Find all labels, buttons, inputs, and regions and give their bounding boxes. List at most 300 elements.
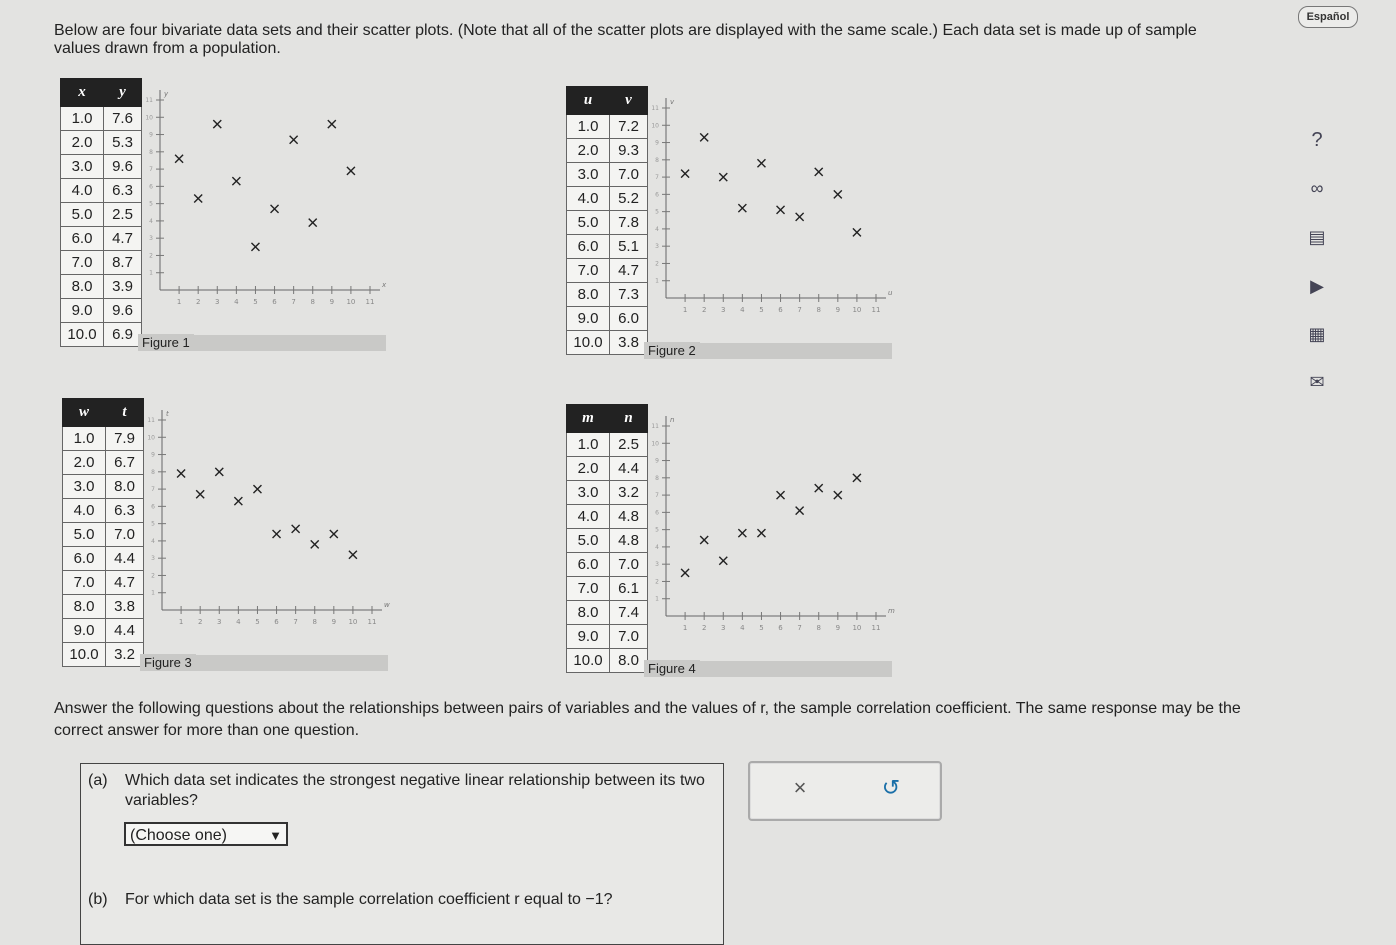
data-point [815,168,823,176]
table-cell-y: 4.4 [106,547,144,571]
table-cell-x: 9.0 [567,625,610,649]
x-tick-label: 8 [310,298,315,306]
table-row [567,307,648,331]
table-cell-y: 7.0 [610,625,648,649]
table-cell-x: 10.0 [63,643,106,667]
table-row [567,649,648,673]
table-cell-y: 5.2 [610,187,648,211]
x-axis-label: u [888,289,893,297]
x-tick-label: 3 [217,618,222,626]
y-tick-label: 5 [655,208,659,216]
y-tick-label: 2 [151,572,155,580]
data-point [253,485,261,493]
data-table [566,86,648,355]
table-row [61,227,142,251]
scatter-plot [142,90,387,310]
table-cell-y: 4.4 [610,457,648,481]
table-row [567,433,648,457]
scatter-plot [648,416,895,636]
table-cell-y: 9.6 [104,155,142,179]
table-row [63,571,144,595]
x-tick-label: 3 [721,624,726,632]
dataset-2 [566,86,893,366]
y-tick-label: 5 [151,520,155,528]
data-point [290,136,298,144]
x-tick-label: 9 [835,624,841,632]
x-tick-label: 9 [331,618,337,626]
table-row [567,601,648,625]
table-cell-y: 9.3 [610,139,648,163]
table-cell-x: 1.0 [567,115,610,139]
x-axis-label: w [384,601,390,609]
table-cell-y: 7.2 [610,115,648,139]
data-point [177,470,185,478]
scatter-plot [144,410,390,630]
x-tick-label: 7 [293,618,298,626]
x-tick-label: 4 [234,298,239,306]
table-cell-x: 1.0 [63,427,106,451]
table-cell-x: 8.0 [61,275,104,299]
table-cell-y: 4.7 [610,259,648,283]
question-a-select[interactable] [124,822,288,846]
data-point [815,484,823,492]
table-cell-y: 4.7 [106,571,144,595]
x-tick-label: 11 [367,618,377,626]
y-tick-label: 9 [149,131,153,139]
x-tick-label: 5 [253,298,258,306]
x-tick-label: 2 [195,298,201,306]
y-tick-label: 4 [655,543,659,551]
table-cell-y: 4.8 [610,505,648,529]
table-cell-y: 2.5 [610,433,648,457]
data-point [215,468,223,476]
x-tick-label: 7 [291,298,296,306]
table-row [61,323,142,347]
table-row [567,625,648,649]
data-point [738,204,746,212]
x-tick-label: 6 [778,624,783,632]
x-axis-label: m [888,607,895,615]
question-b-text: For which data set is the sample correlation coefficient r equal to −1? [125,891,613,908]
table-cell-y: 7.0 [610,163,648,187]
data-point [834,190,842,198]
table-cell-x: 8.0 [567,283,610,307]
data-point [853,474,861,482]
table-cell-x: 8.0 [63,595,106,619]
table-row [63,427,144,451]
table-cell-y: 2.5 [104,203,142,227]
data-point [757,159,765,167]
table-row [567,259,648,283]
table-cell-x: 3.0 [63,475,106,499]
y-tick-label: 3 [151,555,155,563]
table-cell-x: 3.0 [61,155,104,179]
help-icon[interactable]: ? [1311,129,1323,151]
data-point [681,569,689,577]
x-tick-label: 2 [701,306,707,314]
data-point [232,177,240,185]
table-cell-x: 2.0 [567,139,610,163]
table-row [567,235,648,259]
table-cell-x: 6.0 [61,227,104,251]
y-tick-label: 5 [655,526,659,534]
x-tick-label: 8 [816,306,821,314]
y-tick-label: 2 [655,578,659,586]
table-row [63,451,144,475]
y-tick-label: 7 [151,486,155,494]
table-cell-x: 1.0 [567,433,610,457]
figure-label: Figure 2 [644,342,700,359]
y-tick-label: 2 [149,252,153,260]
table-cell-x: 5.0 [61,203,104,227]
column-header: y [104,79,142,107]
x-tick-label: 9 [329,298,335,306]
table-row [63,619,144,643]
y-tick-label: 8 [151,468,155,476]
data-point [681,170,689,178]
table-cell-x: 10.0 [567,649,610,673]
dropdown-arrow-icon: ▼ [269,828,282,843]
table-cell-y: 7.0 [610,553,648,577]
question-a-label: (a) [88,772,108,789]
dataset-3 [62,398,392,678]
y-tick-label: 4 [655,225,659,233]
table-cell-x: 2.0 [61,131,104,155]
data-table [566,404,648,673]
y-axis-label: y [164,90,169,98]
y-tick-label: 10 [651,440,659,448]
table-row [63,523,144,547]
x-tick-label: 4 [236,618,241,626]
table-cell-y: 6.1 [610,577,648,601]
x-tick-label: 10 [348,618,358,626]
data-point [330,530,338,538]
x-tick-label: 4 [740,624,745,632]
y-tick-label: 3 [655,243,659,251]
x-tick-label: 2 [197,618,203,626]
data-point [328,120,336,128]
x-tick-label: 6 [778,306,783,314]
calculator-icon[interactable]: ▦ [1308,324,1326,344]
column-header: v [610,87,648,115]
data-point [175,155,183,163]
data-point [273,530,281,538]
table-cell-y: 3.9 [104,275,142,299]
y-tick-label: 4 [149,217,153,225]
table-cell-y: 6.0 [610,307,648,331]
table-cell-y: 6.9 [104,323,142,347]
table-row [567,457,648,481]
table-row [63,499,144,523]
data-point [719,557,727,565]
table-row [567,163,648,187]
data-table [62,398,144,667]
mail-icon[interactable]: ✉ [1309,372,1325,392]
data-point [796,213,804,221]
table-cell-y: 7.9 [106,427,144,451]
y-tick-label: 1 [151,589,155,597]
table-cell-x: 9.0 [567,307,610,331]
table-cell-x: 7.0 [567,577,610,601]
table-cell-y: 6.3 [104,179,142,203]
table-cell-x: 7.0 [61,251,104,275]
table-cell-y: 6.7 [106,451,144,475]
x-tick-label: 6 [274,618,279,626]
table-cell-x: 6.0 [567,235,610,259]
dataset-1 [60,78,390,358]
table-cell-x: 10.0 [567,331,610,355]
data-point [738,529,746,537]
x-tick-label: 7 [797,624,802,632]
table-row [63,475,144,499]
table-cell-y: 3.8 [106,595,144,619]
table-row [63,643,144,667]
table-row [567,481,648,505]
table-row [567,115,648,139]
table-cell-x: 6.0 [567,553,610,577]
table-row [567,187,648,211]
x-tick-label: 5 [759,624,764,632]
answer-tools [748,761,942,821]
x-tick-label: 4 [740,306,745,314]
table-row [567,211,648,235]
table-cell-x: 3.0 [567,163,610,187]
intro-text: Below are four bivariate data sets and their scatter plots. (Note that all of the scatter plots are displayed with the same scale.) Each data set is made up of sample values drawn from a population. [54,22,1197,57]
table-cell-y: 9.6 [104,299,142,323]
table-cell-x: 3.0 [567,481,610,505]
table-cell-y: 6.3 [106,499,144,523]
x-tick-label: 11 [871,306,881,314]
table-cell-x: 5.0 [567,529,610,553]
data-point [700,536,708,544]
table-row [63,547,144,571]
table-cell-y: 7.3 [610,283,648,307]
data-table [60,78,142,347]
data-point [796,507,804,515]
table-cell-y: 5.1 [610,235,648,259]
scatter-plot [648,98,893,318]
table-row [567,331,648,355]
table-row [61,299,142,323]
data-point [311,540,319,548]
answer-intro: Answer the following questions about the relationships between pairs of variables and the values of r, the sample correlation coefficient. The same response may be the correct answer for more than one question. [54,700,1241,739]
x-tick-label: 10 [852,306,862,314]
y-tick-label: 1 [655,595,659,603]
table-cell-y: 4.4 [106,619,144,643]
column-header: u [567,87,610,115]
x-axis-label: x [382,281,387,289]
table-row [567,283,648,307]
data-point [196,490,204,498]
x-tick-label: 11 [365,298,375,306]
x-tick-label: 6 [272,298,277,306]
x-tick-label: 8 [816,624,821,632]
x-tick-label: 1 [682,624,688,632]
data-point [777,491,785,499]
x-tick-label: 3 [721,306,726,314]
table-cell-y: 4.8 [610,529,648,553]
y-tick-label: 11 [145,97,153,104]
data-point [234,497,242,505]
table-cell-x: 1.0 [61,107,104,131]
table-cell-x: 8.0 [567,601,610,625]
x-tick-label: 10 [346,298,356,306]
data-point [347,167,355,175]
table-cell-x: 4.0 [567,505,610,529]
y-tick-label: 10 [145,114,153,122]
table-row [567,505,648,529]
table-row [567,577,648,601]
table-row [61,131,142,155]
data-point [292,525,300,533]
x-tick-label: 2 [701,624,707,632]
y-tick-label: 8 [149,148,153,156]
table-cell-x: 5.0 [63,523,106,547]
table-cell-y: 3.2 [106,643,144,667]
y-tick-label: 5 [149,200,153,208]
data-point [213,120,221,128]
question-a [88,771,728,815]
table-row [567,139,648,163]
y-tick-label: 7 [655,174,659,182]
table-row [61,179,142,203]
table-cell-x: 9.0 [61,299,104,323]
y-tick-label: 11 [651,105,659,112]
column-header: w [63,399,106,427]
y-tick-label: 11 [651,423,659,430]
x-tick-label: 1 [682,306,688,314]
table-cell-x: 7.0 [63,571,106,595]
table-cell-x: 2.0 [63,451,106,475]
y-tick-label: 9 [655,457,659,465]
y-tick-label: 7 [655,492,659,500]
x-tick-label: 8 [312,618,317,626]
table-cell-y: 7.0 [106,523,144,547]
column-header: n [610,405,648,433]
table-cell-x: 10.0 [61,323,104,347]
glasses-icon[interactable]: ∞ [1310,178,1324,198]
x-tick-label: 3 [215,298,220,306]
figure-label: Figure 3 [140,654,196,671]
column-header: x [61,79,104,107]
table-row [61,275,142,299]
x-tick-label: 5 [255,618,260,626]
data-point [700,133,708,141]
table-row [61,203,142,227]
data-point [194,194,202,202]
data-point [853,228,861,236]
data-point [309,219,317,227]
video-icon[interactable]: ▶ [1310,276,1324,296]
y-tick-label: 11 [147,417,155,424]
question-b-label: (b) [88,891,108,908]
y-tick-label: 6 [655,191,659,199]
undo-icon[interactable]: ↺ [881,775,901,800]
table-cell-y: 8.7 [104,251,142,275]
table-cell-x: 7.0 [567,259,610,283]
data-point [777,206,785,214]
data-point [271,205,279,213]
y-tick-label: 10 [651,122,659,130]
x-tick-label: 9 [835,306,841,314]
table-row [61,107,142,131]
figure-label: Figure 1 [138,334,194,351]
table-cell-x: 4.0 [567,187,610,211]
y-tick-label: 2 [655,260,659,268]
y-tick-label: 8 [655,474,659,482]
notes-icon[interactable]: ▤ [1308,227,1326,247]
table-row [61,251,142,275]
y-axis-label: t [166,410,169,418]
table-cell-x: 2.0 [567,457,610,481]
language-button[interactable]: Español [1298,6,1358,28]
data-point [251,243,259,251]
y-tick-label: 7 [149,166,153,174]
data-point [834,491,842,499]
table-cell-y: 7.8 [610,211,648,235]
y-tick-label: 9 [655,139,659,147]
column-header: m [567,405,610,433]
table-row [61,155,142,179]
y-tick-label: 6 [655,509,659,517]
table-cell-x: 9.0 [63,619,106,643]
data-point [349,551,357,559]
y-tick-label: 4 [151,537,155,545]
y-tick-label: 8 [655,156,659,164]
x-tick-label: 1 [178,618,184,626]
x-tick-label: 1 [176,298,182,306]
table-cell-x: 4.0 [63,499,106,523]
table-row [567,553,648,577]
column-header: t [106,399,144,427]
y-tick-label: 3 [149,235,153,243]
figure-label: Figure 4 [644,660,700,677]
y-tick-label: 1 [655,277,659,285]
select-value: (Choose one) [130,827,227,844]
table-cell-y: 7.6 [104,107,142,131]
dataset-4 [566,404,895,684]
table-row [567,529,648,553]
y-tick-label: 9 [151,451,155,459]
y-axis-label: v [670,98,675,106]
x-tick-label: 11 [871,624,881,632]
table-cell-y: 7.4 [610,601,648,625]
data-point [757,529,765,537]
table-cell-y: 8.0 [106,475,144,499]
table-cell-y: 4.7 [104,227,142,251]
table-cell-y: 3.2 [610,481,648,505]
table-cell-x: 6.0 [63,547,106,571]
table-cell-y: 3.8 [610,331,648,355]
table-cell-y: 8.0 [610,649,648,673]
y-tick-label: 6 [151,503,155,511]
table-cell-x: 5.0 [567,211,610,235]
table-row [63,595,144,619]
table-cell-x: 4.0 [61,179,104,203]
y-tick-label: 10 [147,434,155,442]
y-tick-label: 1 [149,269,153,277]
y-axis-label: n [670,416,675,424]
question-b [88,890,728,912]
x-tick-label: 7 [797,306,802,314]
x-tick-label: 10 [852,624,862,632]
y-tick-label: 6 [149,183,153,191]
table-cell-y: 5.3 [104,131,142,155]
x-tick-label: 5 [759,306,764,314]
question-a-text: Which data set indicates the strongest negative linear relationship between its two variables? [125,772,705,809]
clear-icon[interactable]: × [793,775,807,800]
y-tick-label: 3 [655,561,659,569]
